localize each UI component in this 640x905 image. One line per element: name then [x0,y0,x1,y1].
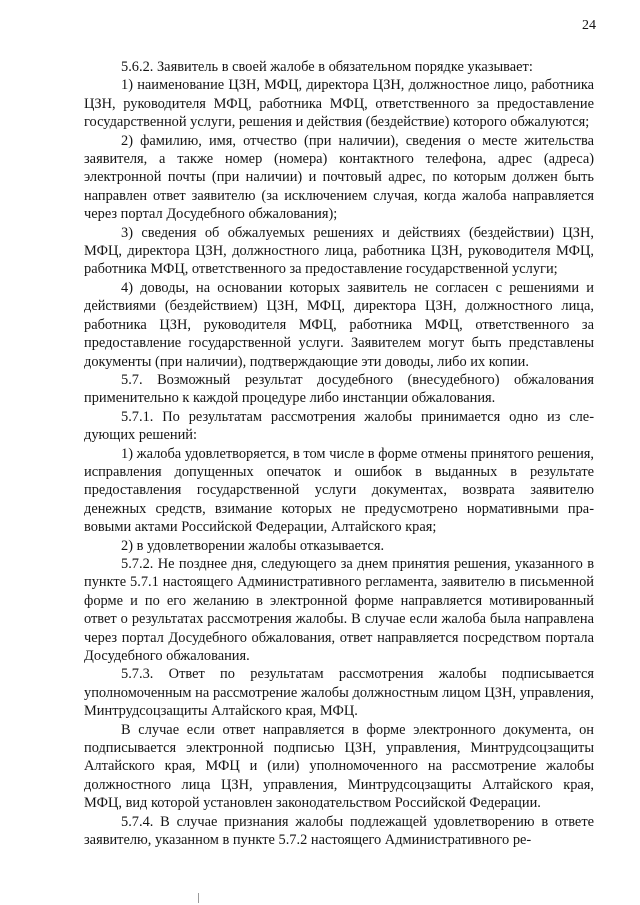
paragraph-5-7-3: 5.7.3. Ответ по результатам рассмотрения жалобы подписывается уполномоченным на рассмотрение жалобы должностным лицом ЦЗН, управления, Минтрудсоцзащиты Алтайского края, МФЦ. [84,666,594,720]
paragraph-5-7-1: 5.7.1. По результатам рассмотрения жалобы принимается одно из следующих решений: [84,408,594,444]
list-item-1: 1) наименование ЦЗН, МФЦ, директора ЦЗН, должностное лицо, работника ЦЗН, руководителя МФЦ, работника МФЦ, ответственного за предоставление государственной услуги, решения и действия (бездействие) которого обжалуются; [84,77,594,131]
list-item-2: 2) фамилию, имя, отчество (при наличии), сведения о месте жительства заявителя, а также номер (номера) контактного телефона, адрес (адреса) электронной почты (при наличии) и почтовый адрес, по которым должен быть направлен ответ заявителю (за исключением случая, когда жалоба направляется через портал Досудебного обжалования); [84,132,594,223]
document-body [84,58,594,849]
paragraph-electronic-signature: В случае если ответ направляется в форме электронного документа, он подписывается электронной подписью ЦЗН, управления, Минтрудсоцзащиты Алтайского края, МФЦ и (или) уполномоченного на рассмотрение жалобы должностного лица ЦЗН, управления, Минтрудсоцзащиты Алтайского края, МФЦ, вид которой установлен законодательством Российской Федерации. [84,721,594,812]
decision-item-2: 2) в удовлетворении жалобы отказывается. [121,537,385,554]
paragraph-5-6-2: 5.6.2. Заявитель в своей жалобе в обязательном порядке указывает: [121,59,533,75]
list-item-3: 3) сведения об обжалуемых решениях и действиях (бездействии) ЦЗН, МФЦ, директора ЦЗН, должностного лица, работника ЦЗН, руководителя МФЦ, работника МФЦ, ответственного за предоставление государственной услуги; [84,224,594,278]
page-number: 24 [582,18,596,33]
paragraph-5-7-2: 5.7.2. Не позднее дня, следующего за днем принятия решения, указанного в пункте 5.7.1 настоящего Административного регламента, заявителю в письменной форме и по его желанию в электронной форме направляется мотивированный ответ о результатах рассмотрения жалобы. В случае если жалоба была направлена через портал Досудебного обжалования, ответ направляется посредством портала Досудебного обжалования. [84,555,594,664]
scan-speck [198,893,199,903]
paragraph-5-7-4: 5.7.4. В случае признания жалобы подлежащей удовлетворению в ответе заявителю, указанном в пункте 5.7.2 настоящего Административного ре- [84,813,594,849]
paragraph-5-7: 5.7. Возможный результат досудебного (внесудебного) обжалования применительно к каждой процедуре либо инстанции обжалования. [84,371,594,407]
decision-item-1: 1) жалоба удовлетворяется, в том числе в форме отмены принятого решения, исправления допущенных опечаток и ошибок в выданных в результате предоставления государственной услуги документах, возврата заявителю денежных средств, взимание которых не предусмотрено нормативными правовыми актами Российской Федерации, Алтайского края; [84,445,594,536]
list-item-4: 4) доводы, на основании которых заявитель не согласен с решениями и действиями (бездействием) ЦЗН, МФЦ, директора ЦЗН, должностного лица, работника ЦЗН, руководителя МФЦ, работника МФЦ, ответственного за предоставление государственной услуги. Заявителем могут быть представлены документы (при наличии), подтверждающие эти доводы, либо их копии. [84,279,594,370]
